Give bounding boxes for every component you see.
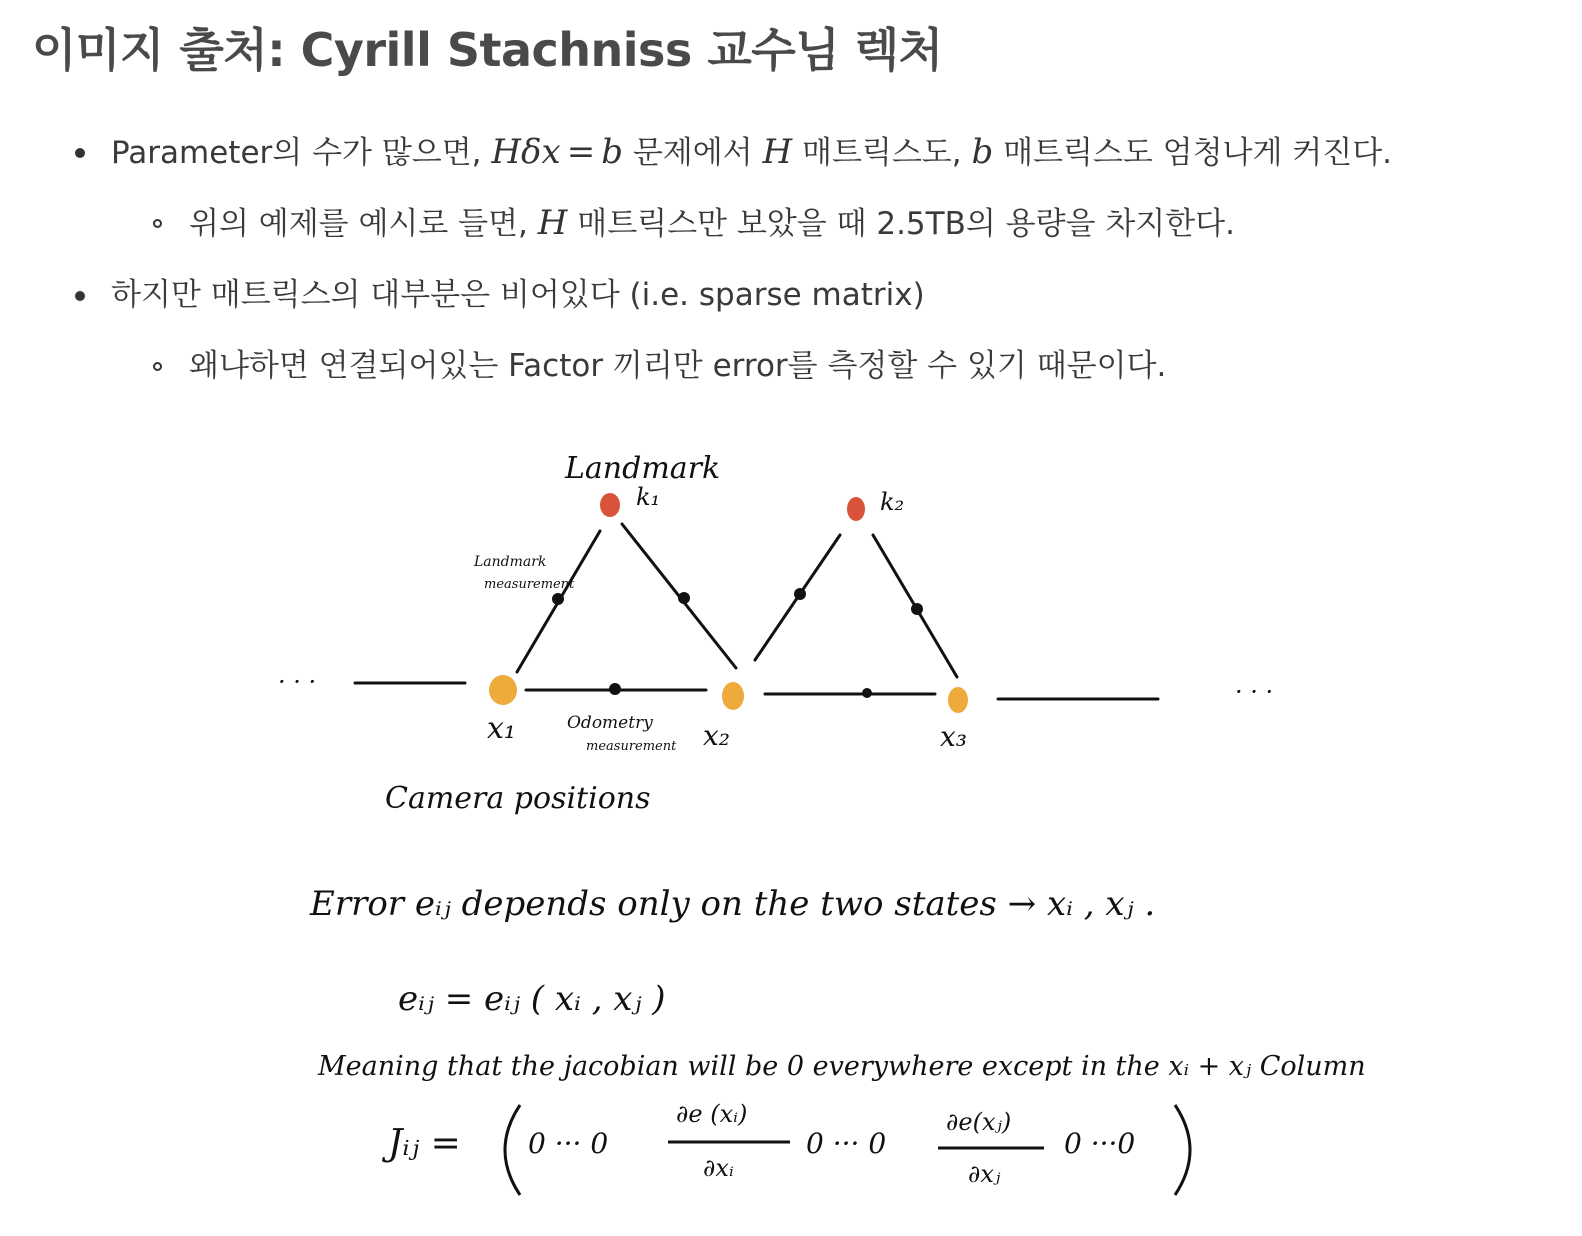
eij-equation: eᵢⱼ = eᵢⱼ ( xᵢ , xⱼ ) — [398, 979, 666, 1019]
math-H-2: H — [762, 132, 793, 172]
factor-dot — [862, 688, 872, 698]
bullet-1-text-d: 매트릭스도 엄청나게 커진다. — [1003, 135, 1392, 171]
jacobian-frac1-denominator: ∂xᵢ — [703, 1154, 734, 1182]
jacobian-zeros-start: 0 ··· 0 — [528, 1127, 609, 1160]
factor-dot — [794, 588, 806, 600]
jacobian-frac1-numerator: ∂e (xᵢ) — [676, 1100, 748, 1128]
dots-left: · · · — [278, 668, 317, 696]
bullet-2-sub-text: 왜냐하면 연결되어있는 Factor 끼리만 error를 측정할 수 있기 때문이다. — [189, 348, 1167, 384]
graph-edges — [355, 524, 1158, 699]
factor-dot — [911, 603, 923, 615]
meaning-statement: Meaning that the jacobian will be 0 everywhere except in the xᵢ + xⱼ Column — [318, 1051, 1366, 1082]
page-title: 이미지 출처: Cyrill Stachniss 교수님 렉처 — [32, 23, 943, 77]
left-paren — [505, 1105, 520, 1195]
pose-node-x3 — [948, 687, 968, 713]
x2-label: x₂ — [703, 719, 731, 752]
landmark-label: Landmark — [565, 451, 721, 486]
jacobian-zeros-mid: 0 ··· 0 — [806, 1127, 887, 1160]
bullet-1-text-c: 매트릭스도, — [802, 135, 962, 171]
jacobian-lhs: Jᵢⱼ = — [388, 1123, 461, 1164]
pose-node-x1 — [489, 675, 517, 705]
camera-positions-label: Camera positions — [385, 781, 651, 816]
landmark-node-k2 — [847, 497, 865, 521]
pose-node-x2 — [722, 682, 744, 710]
factor-dot — [678, 592, 690, 604]
factor-dot — [552, 593, 564, 605]
math-b-2: b — [971, 132, 994, 172]
odometry-label: Odometry — [567, 713, 653, 733]
k1-label: k₁ — [636, 483, 661, 511]
odometry-label-2: measurement — [586, 739, 677, 754]
x3-label: x₃ — [940, 720, 968, 753]
landmark-measurement-label: Landmark — [474, 554, 547, 570]
x1-label: x₁ — [487, 711, 516, 746]
bullet-1-sub-text-a: 위의 예제를 예시로 들면, — [189, 206, 528, 242]
math-b: b — [601, 132, 623, 172]
math-H: H — [491, 132, 522, 172]
factor-dot — [609, 683, 621, 695]
bullet-1-text-a: Parameter의 수가 많으면, — [111, 135, 482, 171]
math-delta-x: δx — [521, 132, 561, 172]
landmark-node-k1 — [600, 493, 620, 517]
jacobian-frac2-denominator: ∂xⱼ — [968, 1160, 1001, 1188]
error-statement: Error eᵢⱼ depends only on the two states → xᵢ , xⱼ . — [310, 884, 1156, 924]
jacobian-frac2-numerator: ∂e(xⱼ) — [946, 1108, 1012, 1136]
jacobian-zeros-end: 0 ···0 — [1064, 1127, 1136, 1160]
k2-label: k₂ — [880, 488, 905, 516]
right-paren — [1175, 1105, 1190, 1195]
bullet-1-text-b: 문제에서 — [632, 135, 753, 171]
bullet-1-sub-text-b: 매트릭스만 보았을 때 2.5TB의 용량을 차지한다. — [577, 206, 1235, 242]
bullet-2-text: 하지만 매트릭스의 대부분은 비어있다 (i.e. sparse matrix) — [111, 277, 925, 313]
math-H-3: H — [537, 203, 568, 243]
dots-right: · · · — [1235, 678, 1274, 706]
factor-nodes — [552, 588, 923, 698]
landmark-measurement-label-2: measurement — [484, 577, 575, 592]
math-equals: = — [566, 132, 596, 172]
